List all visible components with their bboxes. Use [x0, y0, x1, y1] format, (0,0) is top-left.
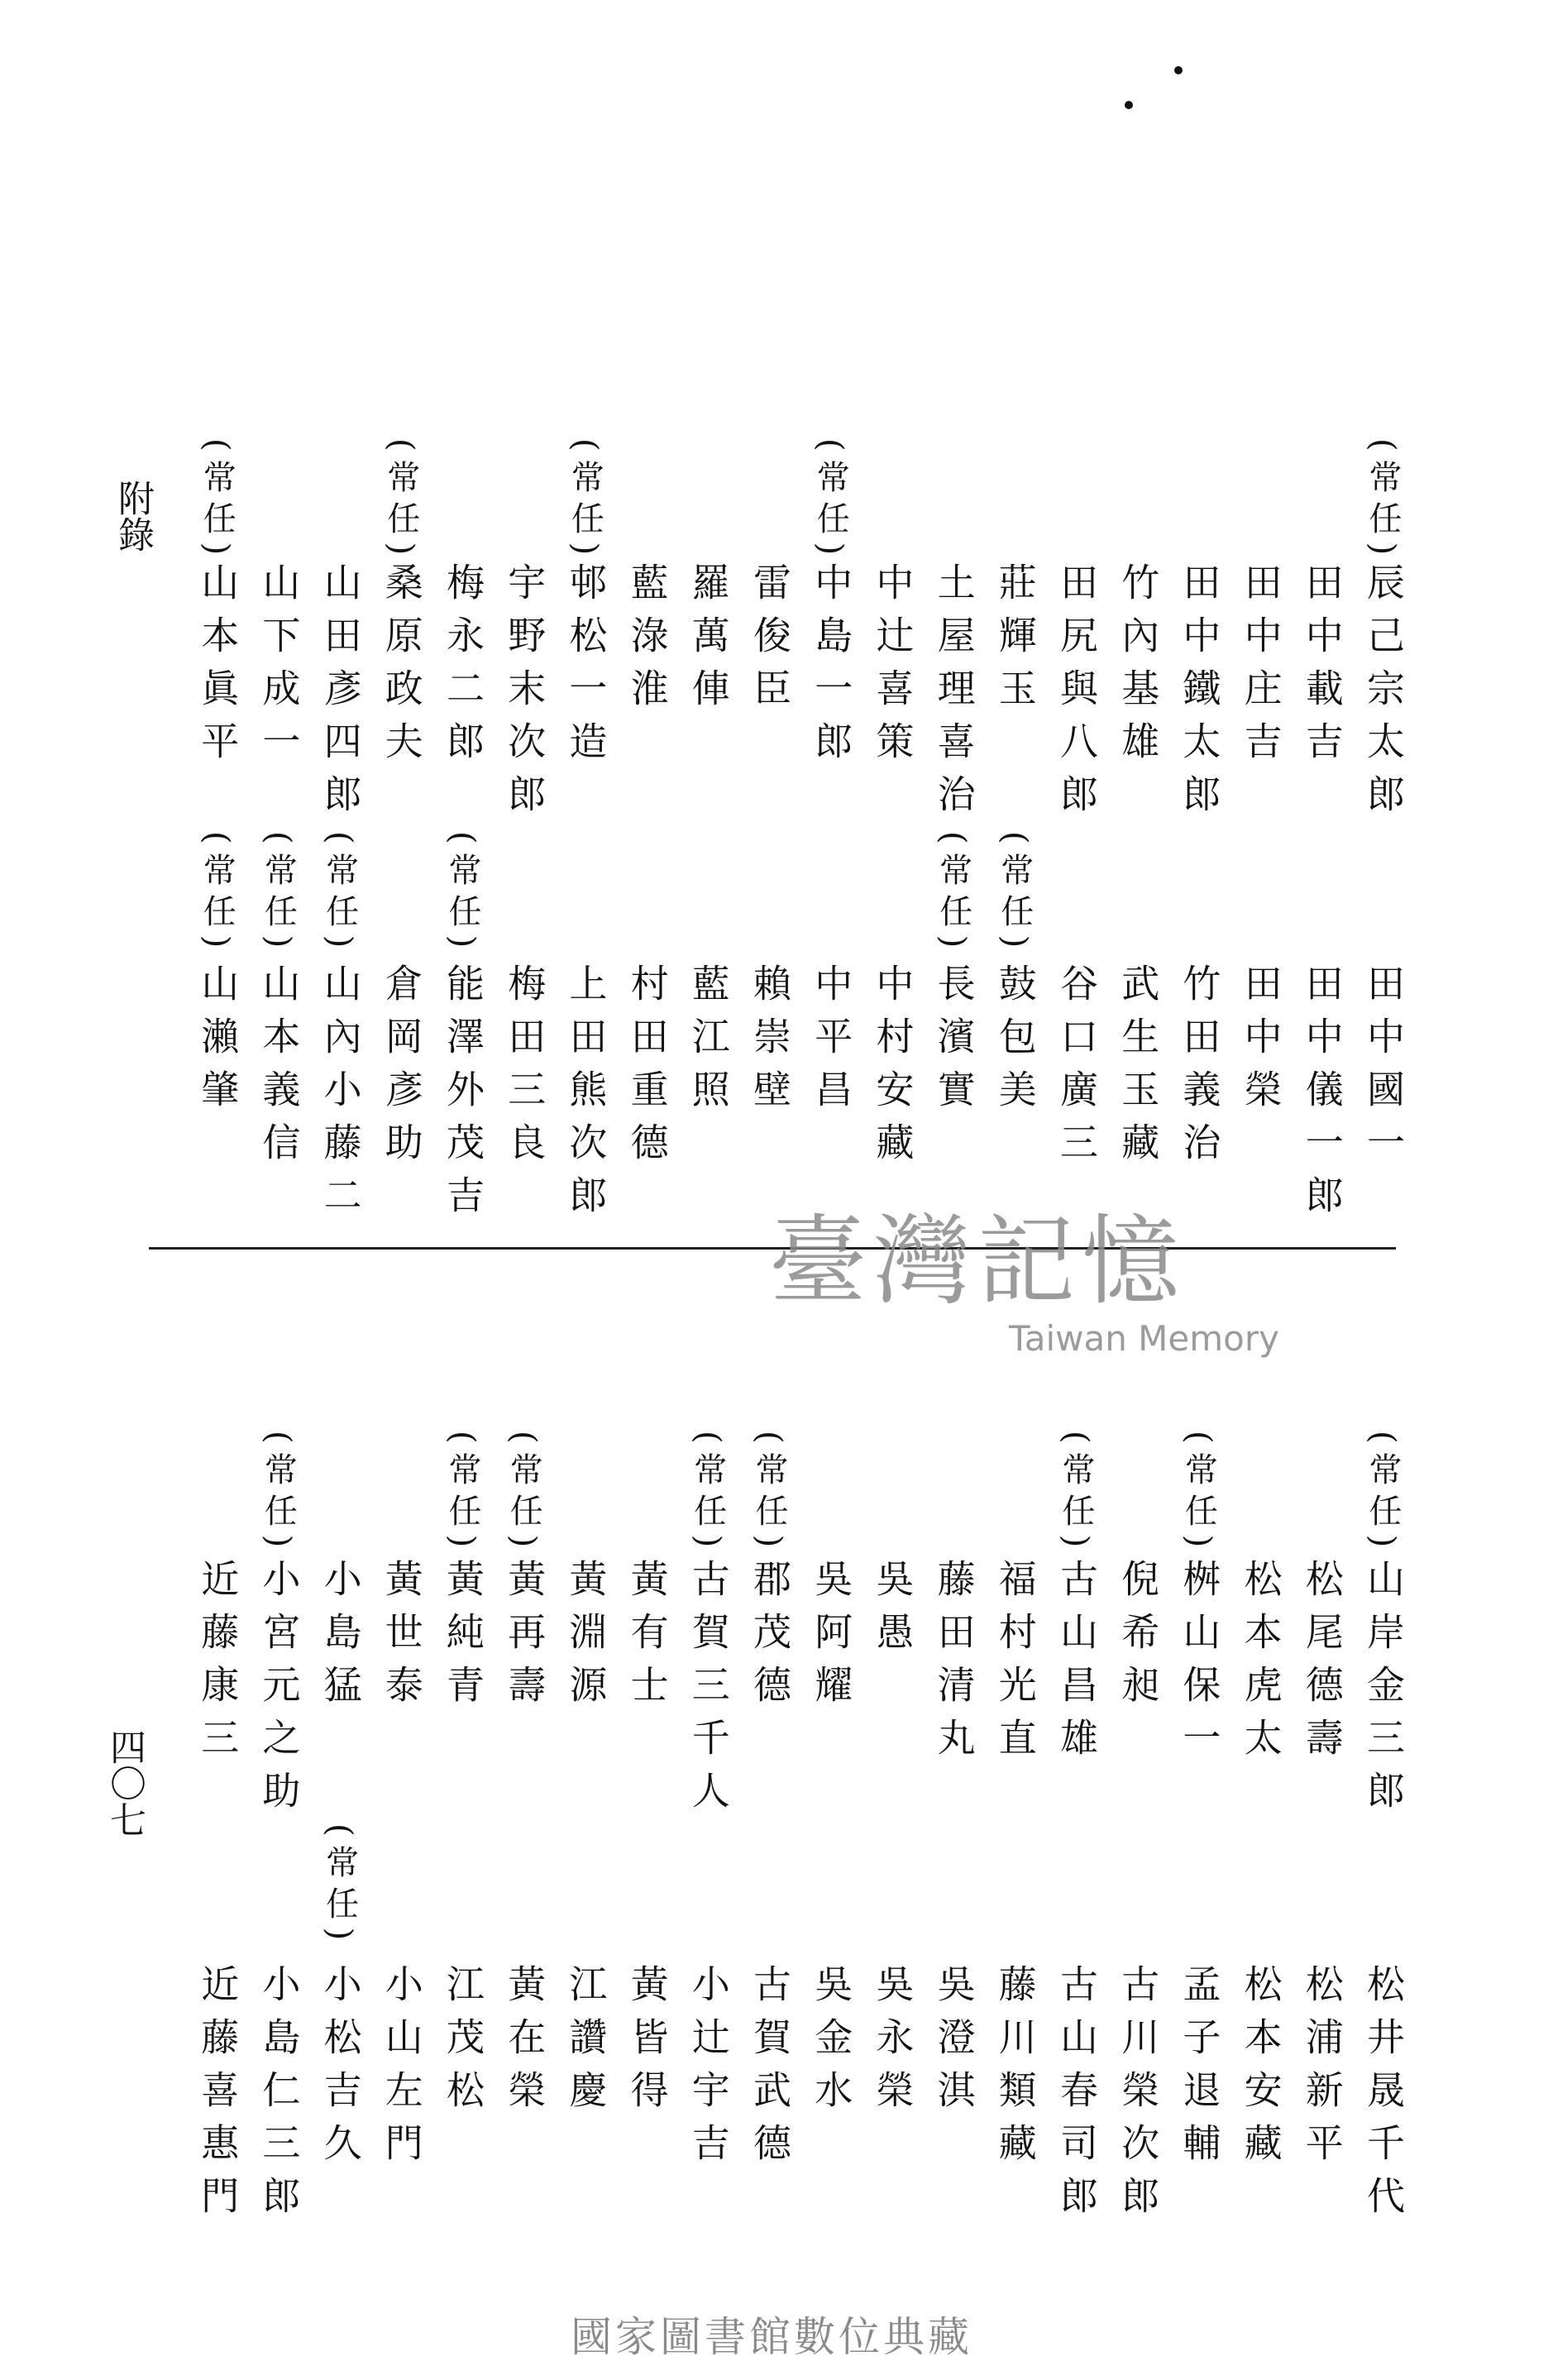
member-name: 孟子退輔 — [1177, 1964, 1222, 2176]
jobankin-tag: (常任) — [1364, 438, 1402, 564]
member-name: 吳阿耀 — [809, 1559, 854, 1718]
member-name: 古川榮次郎 — [1116, 1964, 1161, 2229]
member-name: 能澤外茂吉 — [441, 963, 485, 1228]
ink-dot — [1174, 66, 1183, 74]
member-name: 松尾德壽 — [1299, 1559, 1345, 1771]
jobankin-tag: (常任) — [443, 831, 481, 957]
member-name: 中平昌 — [809, 963, 854, 1122]
member-name: 梅永二郎 — [441, 562, 485, 774]
jobankin-tag: (常任) — [934, 831, 972, 957]
watermark-english: Taiwan Memory — [1009, 1318, 1279, 1359]
page-number: 四〇七 — [103, 1728, 146, 1838]
member-name: 藤田清丸 — [931, 1559, 977, 1771]
member-name: 邨松一造 — [563, 562, 609, 774]
member-name: 松浦新平 — [1299, 1964, 1345, 2176]
member-name: 山田彥四郎 — [318, 562, 363, 827]
member-name: 中村安藏 — [870, 963, 915, 1175]
member-name: 近藤喜惠門 — [195, 1964, 241, 2229]
member-name: 山本眞平 — [195, 562, 241, 774]
member-name: 倉岡彥助 — [379, 963, 424, 1175]
member-name: 田中榮 — [1238, 963, 1283, 1122]
member-name: 賴崇壁 — [748, 963, 792, 1122]
member-name: 黃有士 — [624, 1559, 670, 1718]
jobankin-tag: (常任) — [750, 1431, 788, 1556]
member-name: 小宮元之助 — [256, 1559, 302, 1823]
member-name: 山本義信 — [256, 963, 302, 1175]
member-name: 田中鐵太郎 — [1177, 562, 1222, 827]
jobankin-tag: (常任) — [566, 438, 604, 564]
member-name: 倪希昶 — [1116, 1559, 1161, 1718]
member-name: 田中國一 — [1361, 963, 1406, 1175]
jobankin-tag: (常任) — [381, 438, 420, 564]
member-name: 小山左門 — [379, 1964, 424, 2176]
member-name: 山下成一 — [256, 562, 302, 774]
member-name: 莊輝玉 — [992, 562, 1038, 721]
member-name: 小島猛 — [318, 1559, 363, 1718]
member-name: 長濱實 — [931, 963, 977, 1122]
member-name: 土屋理喜治 — [931, 562, 977, 827]
jobankin-tag: (常任) — [198, 831, 237, 957]
member-name: 上田熊次郎 — [563, 963, 609, 1228]
jobankin-tag: (常任) — [259, 1431, 298, 1556]
member-name: 宇野末次郎 — [502, 562, 547, 827]
member-name: 羅萬俥 — [686, 562, 731, 721]
member-name: 江茂松 — [441, 1964, 485, 2123]
member-name: 黃再壽 — [502, 1559, 547, 1718]
member-name: 田尻與八郎 — [1054, 562, 1099, 827]
jobankin-tag: (常任) — [320, 831, 359, 957]
jobankin-tag: (常任) — [688, 1431, 727, 1556]
member-name: 藤川類藏 — [992, 1964, 1038, 2176]
member-name: 田中載吉 — [1299, 562, 1345, 774]
member-name: 田中庄吉 — [1238, 562, 1283, 774]
member-name: 福村光直 — [992, 1559, 1038, 1771]
member-name: 田中儀一郎 — [1299, 963, 1345, 1228]
jobankin-tag: (常任) — [1364, 1431, 1402, 1556]
footer-archive-label: 國家圖書館數位典藏 — [571, 2313, 972, 2361]
jobankin-tag: (常任) — [504, 1431, 543, 1556]
member-name: 吳澄淇 — [931, 1964, 977, 2123]
jobankin-tag: (常任) — [443, 1431, 481, 1556]
watermark — [769, 1183, 1282, 1364]
member-name: 辰己宗太郎 — [1361, 562, 1406, 827]
member-name: 吳愚 — [870, 1559, 915, 1665]
member-name: 近藤康三 — [195, 1559, 241, 1771]
member-name: 松本虎太 — [1238, 1559, 1283, 1771]
member-name: 小辻宇吉 — [686, 1964, 731, 2176]
member-name: 古山昌雄 — [1054, 1559, 1099, 1771]
member-name: 古山春司郎 — [1054, 1964, 1099, 2229]
jobankin-tag: (常任) — [811, 438, 850, 564]
member-name: 桑原政夫 — [379, 562, 424, 774]
jobankin-tag: (常任) — [1179, 1431, 1218, 1556]
member-name: 小松吉久 — [318, 1964, 363, 2176]
member-name: 古賀武德 — [748, 1964, 792, 2176]
member-name: 谷口廣三 — [1054, 963, 1099, 1175]
ink-dot — [1125, 101, 1133, 109]
jobankin-tag: (常任) — [995, 831, 1034, 957]
member-name: 藍江照 — [686, 963, 731, 1122]
member-name: 山瀨肇 — [195, 963, 241, 1122]
jobankin-tag: (常任) — [198, 438, 237, 564]
member-name: 雷俊臣 — [748, 562, 792, 721]
member-name: 竹內基雄 — [1116, 562, 1161, 774]
jobankin-tag: (常任) — [259, 831, 298, 957]
member-name: 古賀三千人 — [686, 1559, 731, 1823]
jobankin-tag: (常任) — [1057, 1431, 1095, 1556]
member-name: 山內小藤二 — [318, 963, 363, 1228]
member-name: 武生玉藏 — [1116, 963, 1161, 1175]
member-name: 黃世泰 — [379, 1559, 424, 1718]
member-name: 黃皆得 — [624, 1964, 670, 2123]
appendix-label: 附錄 — [112, 480, 154, 552]
member-name: 鼓包美 — [992, 963, 1038, 1122]
member-name: 松本安藏 — [1238, 1964, 1283, 2176]
member-name: 吳金水 — [809, 1964, 854, 2123]
member-name: 中辻喜策 — [870, 562, 915, 774]
jobankin-tag: (常任) — [320, 1823, 359, 1949]
member-name: 小島仁三郎 — [256, 1964, 302, 2229]
member-name: 松井晟千代 — [1361, 1964, 1406, 2229]
member-name: 郡茂德 — [748, 1559, 792, 1718]
member-name: 梅田三良 — [502, 963, 547, 1175]
member-name: 山岸金三郎 — [1361, 1559, 1406, 1823]
member-name: 藍淥淮 — [624, 562, 670, 721]
member-name: 竹田義治 — [1177, 963, 1222, 1175]
member-name: 黃淵源 — [563, 1559, 609, 1718]
watermark-chinese: 臺灣記憶 — [769, 1204, 1187, 1318]
member-name: 村田重德 — [624, 963, 670, 1175]
member-name: 中島一郎 — [809, 562, 854, 774]
member-name: 江讚慶 — [563, 1964, 609, 2123]
member-name: 黃在榮 — [502, 1964, 547, 2123]
member-name: 吳永榮 — [870, 1964, 915, 2123]
member-name: 桝山保一 — [1177, 1559, 1222, 1771]
member-name: 黃純青 — [441, 1559, 485, 1718]
